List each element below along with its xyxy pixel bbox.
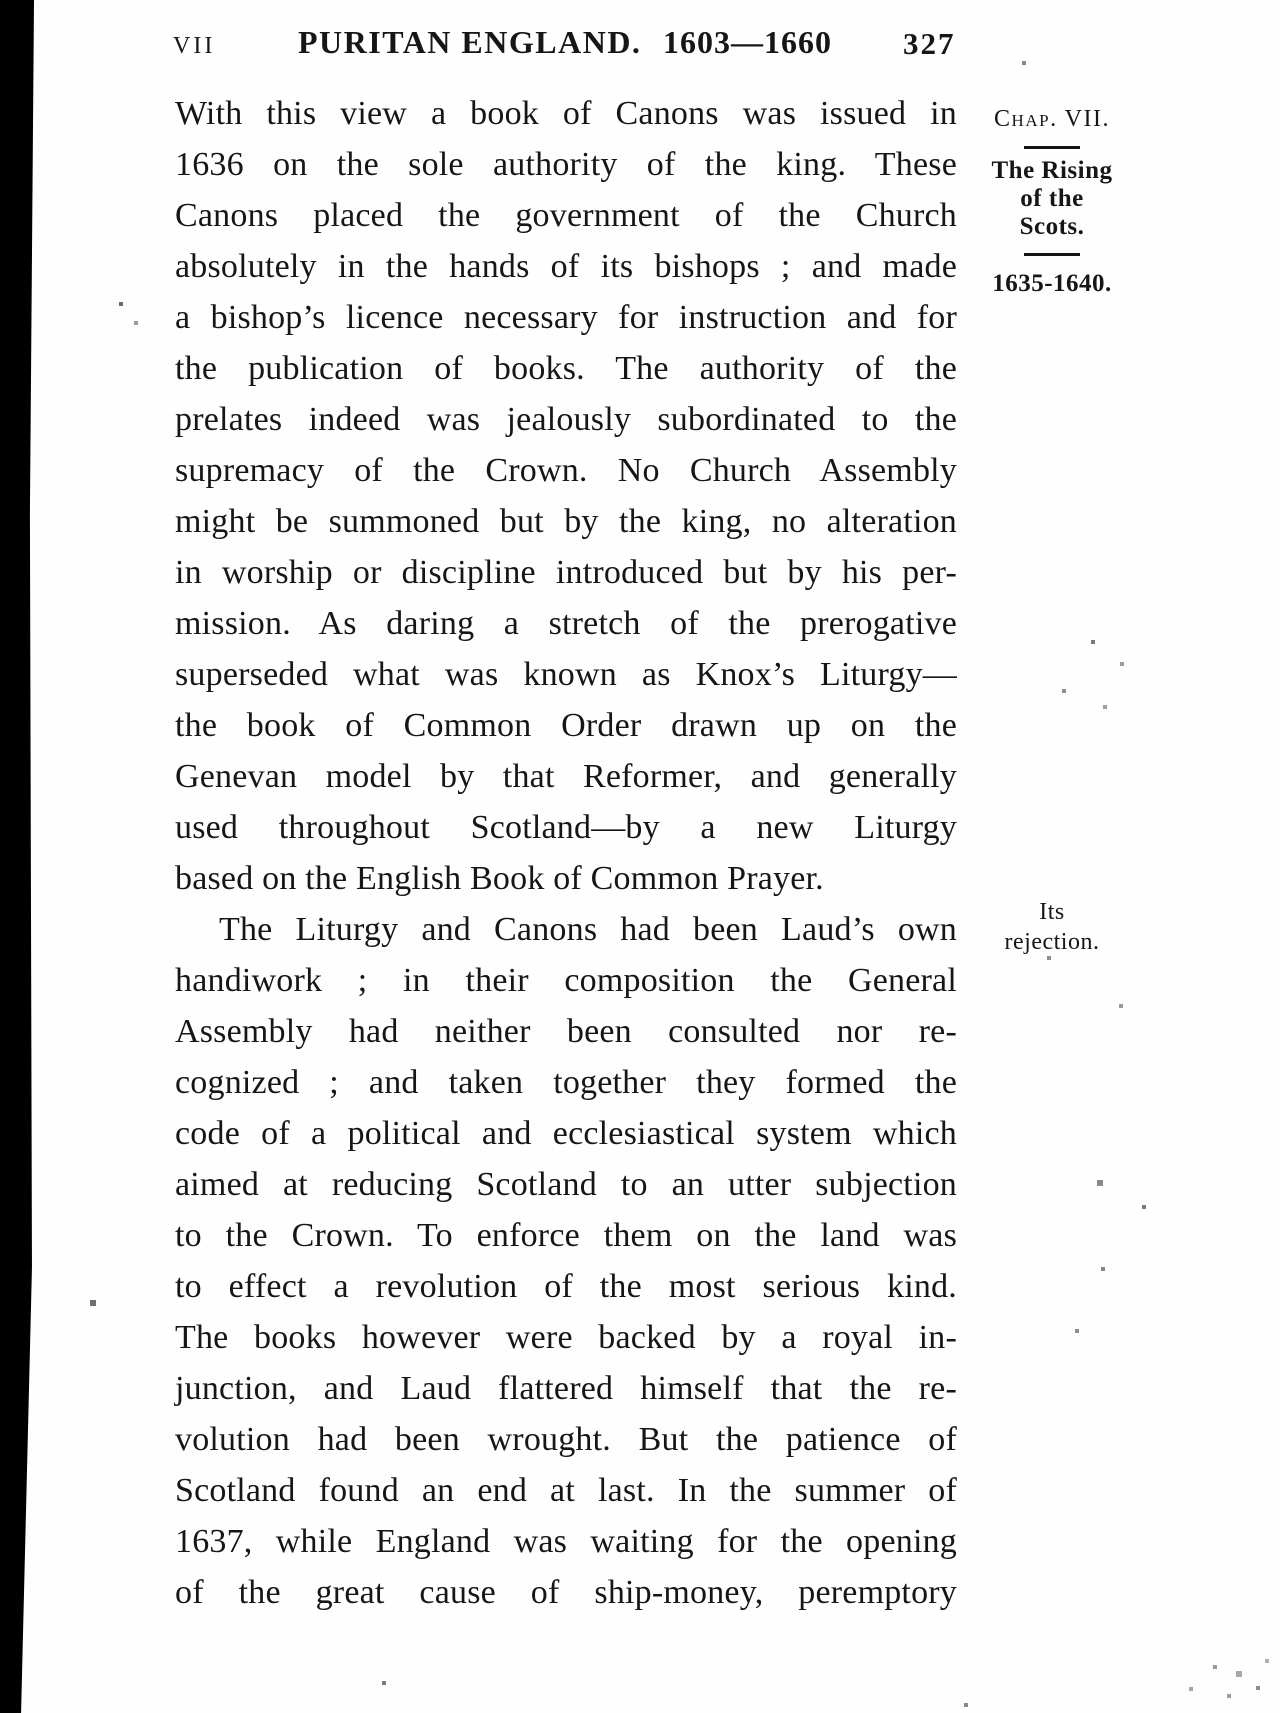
running-title: PURITAN ENGLAND. [298, 24, 642, 60]
text-line: handiwork ; in their composition the General [175, 962, 957, 999]
text-line: prelates indeed was jealously subordinated to the [175, 401, 957, 438]
page-header [0, 24, 1280, 72]
text-line: code of a political and ecclesiastical system which [175, 1115, 957, 1152]
margin-note-divider [1024, 146, 1080, 149]
margin-note-rejection-line1: Its [1039, 899, 1065, 925]
text-line: absolutely in the hands of its bishops ; and made [175, 248, 957, 285]
text-line: Genevan model by that Reformer, and generally [175, 758, 957, 795]
text-line: the book of Common Order drawn up on the [175, 707, 957, 744]
text-line: in worship or discipline introduced but by his per- [175, 554, 957, 591]
running-date-range: 1603—1660 [663, 24, 832, 60]
scan-noise-speckles [0, 0, 2, 2]
text-line: Scotland found an end at last. In the summer of [175, 1472, 957, 1509]
margin-note-rejection-line2: rejection. [1004, 929, 1100, 955]
text-line-paragraph-end: based on the English Book of Common Prayer. [175, 860, 824, 897]
body-text [175, 88, 957, 1618]
page-number: 327 [903, 26, 956, 61]
scan-gutter-artifact [0, 0, 34, 1713]
margin-note-rising-line2: of the [1020, 185, 1084, 212]
text-line: 1636 on the sole authority of the king. These [175, 146, 957, 183]
text-line: The books however were backed by a royal in- [175, 1319, 957, 1356]
text-line: junction, and Laud flattered himself that the re- [175, 1370, 957, 1407]
margin-note-rising-line1: The Rising [991, 157, 1113, 184]
text-line: the publication of books. The authority of the [175, 350, 957, 387]
text-line: to the Crown. To enforce them on the land was [175, 1217, 957, 1254]
running-chapter-number: VII [173, 33, 216, 59]
text-line: used throughout Scotland—by a new Liturgy [175, 809, 957, 846]
text-line: might be summoned but by the king, no alteration [175, 503, 957, 540]
text-line: of the great cause of ship-money, peremptory [175, 1574, 957, 1611]
text-line: a bishop’s licence necessary for instruction and for [175, 299, 957, 336]
text-line: Canons placed the government of the Church [175, 197, 957, 234]
margin-note-date: 1635-1640. [992, 270, 1112, 297]
text-line: 1637, while England was waiting for the opening [175, 1523, 957, 1560]
margin-note-chapter: Chap. VII. [994, 106, 1110, 132]
text-line: aimed at reducing Scotland to an utter subjection [175, 1166, 957, 1203]
text-line-paragraph-start: The Liturgy and Canons had been Laud’s own [219, 911, 957, 948]
text-line: With this view a book of Canons was issued in [175, 95, 957, 132]
text-line: volution had been wrought. But the patience of [175, 1421, 957, 1458]
margin-notes [966, 104, 1138, 298]
text-line: to effect a revolution of the most serious kind. [175, 1268, 957, 1305]
text-line: mission. As daring a stretch of the prerogative [175, 605, 957, 642]
text-line: supremacy of the Crown. No Church Assembly [175, 452, 957, 489]
margin-note-rising-line3: Scots. [1019, 213, 1085, 240]
text-line: superseded what was known as Knox’s Liturgy— [175, 656, 957, 693]
margin-note-divider [1024, 253, 1080, 256]
text-line: Assembly had neither been consulted nor re- [175, 1013, 957, 1050]
margin-note-rejection [966, 897, 1138, 957]
text-line: cognized ; and taken together they formed the [175, 1064, 957, 1101]
